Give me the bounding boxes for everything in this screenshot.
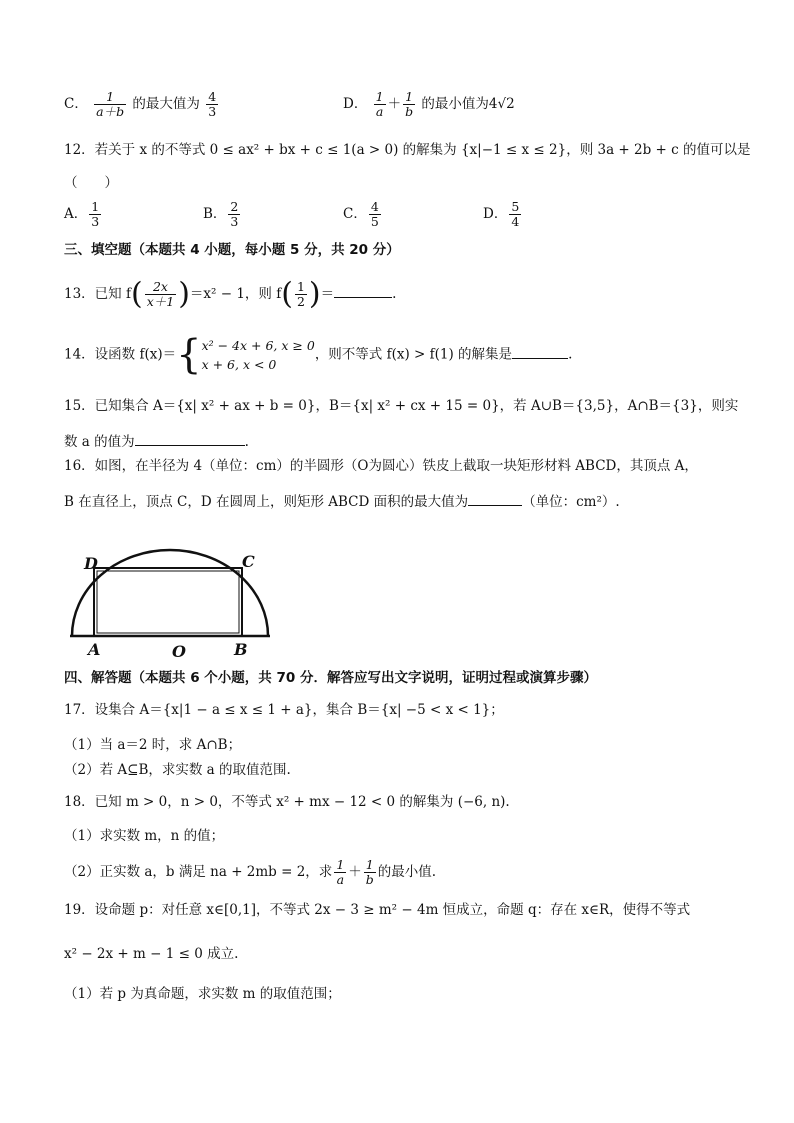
q16-answer-blank <box>468 492 522 506</box>
q12-option-b: B． $\frac{2}{3}$ <box>203 199 239 229</box>
q13-answer-blank <box>334 284 392 298</box>
q13-arg: $\frac{2x}{x+1}$ <box>146 279 175 309</box>
q14-prefix: 14．设函数 f(x)＝ <box>64 346 177 363</box>
q19-part1: （1）若 p 为真命题，求实数 m 的取值范围； <box>64 986 341 1002</box>
q11-d-plus: ＋ <box>387 96 402 112</box>
q13-arg2: $\frac{1}{2}$ <box>296 279 305 309</box>
q11-c-value: $\frac{4}{3}$ <box>208 89 217 119</box>
q15-line2: 数 a 的值为 . <box>64 434 249 450</box>
q14-suffix: ，则不等式 f(x) > f(1) 的解集是 <box>314 346 513 363</box>
q17-stem: 17．设集合 A＝{x|1 − a ≤ x ≤ 1 + a}，集合 B＝{x| −5 < x < 1}； <box>64 702 504 718</box>
q11-d-label: D． <box>343 96 368 112</box>
q14-cases: x² − 4x + 6, x ≥ 0 x + 6, x < 0 <box>201 338 315 372</box>
q12-option-d: D． $\frac{5}{4}$ <box>483 199 520 229</box>
q18-part2: （2）正实数 a，b 满足 na + 2mb = 2，求 $\frac{1}{a}$ ＋ $\frac{1}{b}$ 的最小值. <box>64 857 437 887</box>
q12-stem: 12．若关于 x 的不等式 0 ≤ ax² + bx + c ≤ 1(a > 0) 的解集为 {x|−1 ≤ x ≤ 2}，则 3a + 2b + c 的值可以是 <box>64 142 751 158</box>
label-b: B <box>234 640 248 659</box>
q12-option-c: C． $\frac{4}{5}$ <box>343 199 379 229</box>
q13-mid: ＝x² − 1，则 f <box>189 286 282 302</box>
section4-title: 四、解答题（本题共 6 个小题，共 70 分．解答应写出文字说明，证明过程或演算步骤） <box>64 670 597 686</box>
q11-d-frac1: $\frac{1}{a}$ <box>375 89 384 119</box>
q11-option-d <box>343 90 515 119</box>
q16-semicircle-figure <box>64 541 276 661</box>
rectangle-inner <box>97 571 239 633</box>
q18-frac2: $\frac{1}{b}$ <box>365 857 374 887</box>
q18-stem: 18．已知 m > 0，n > 0，不等式 x² + mx − 12 < 0 的解集为 (−6, n). <box>64 794 510 810</box>
q11-d-text: 的最小值为4√2 <box>421 96 515 112</box>
q12-paren: （ ） <box>64 175 118 191</box>
q14: 14．设函数 f(x)＝{ x² − 4x + 6, x ≥ 0 x + 6, x < 0 ，则不等式 f(x) > f(1) 的解集是 . <box>64 332 573 378</box>
q19-line2: x² − 2x + m − 1 ≤ 0 成立. <box>64 946 239 962</box>
label-o: O <box>172 642 186 661</box>
label-d: D <box>84 554 98 573</box>
q13-prefix: 13．已知 f <box>64 286 131 302</box>
q18-frac1: $\frac{1}{a}$ <box>336 857 345 887</box>
label-a: A <box>88 640 101 659</box>
q12-option-a: A． $\frac{1}{3}$ <box>64 199 100 229</box>
q11-option-c <box>64 90 220 119</box>
q14-answer-blank <box>512 345 568 359</box>
q13: 13．已知 f( $\frac{2x}{x+1}$ )＝x² − 1，则 f( $\frac{1}{2}$ )＝ . <box>64 276 397 312</box>
label-c: C <box>242 552 255 571</box>
q17-part2: （2）若 A⊆B，求实数 a 的取值范围. <box>64 762 291 778</box>
q11-c-fraction: $\frac{1}{a+b}$ <box>96 89 125 119</box>
rectangle-abcd <box>94 568 242 636</box>
q19-line1: 19．设命题 p：对任意 x∈[0,1]，不等式 2x − 3 ≥ m² − 4m 恒成立，命题 q：存在 x∈R，使得不等式 <box>64 902 691 918</box>
q16-line2: B 在直径上，顶点 C，D 在圆周上，则矩形 ABCD 面积的最大值为 （单位：cm²）. <box>64 494 620 510</box>
q11-d-frac2: $\frac{1}{b}$ <box>405 89 414 119</box>
q17-part1: （1）当 a＝2 时，求 A∩B； <box>64 737 242 753</box>
q11-c-text: 的最大值为 <box>132 96 200 112</box>
q15-answer-blank <box>135 432 245 446</box>
q13-suffix: ＝ <box>320 286 335 302</box>
q15-line1: 15．已知集合 A＝{x| x² + ax + b = 0}，B＝{x| x² + cx + 15 = 0}，若 A∪B＝{3,5}，A∩B＝{3}，则实 <box>64 398 739 414</box>
q18-part1: （1）求实数 m，n 的值； <box>64 828 225 844</box>
q11-c-label: C． <box>64 96 88 112</box>
q16-line1: 16．如图，在半径为 4（单位：cm）的半圆形（O为圆心）铁皮上截取一块矩形材料 ABCD，其顶点 A， <box>64 458 698 474</box>
section3-title: 三、填空题（本题共 4 小题，每小题 5 分，共 20 分） <box>64 242 400 258</box>
